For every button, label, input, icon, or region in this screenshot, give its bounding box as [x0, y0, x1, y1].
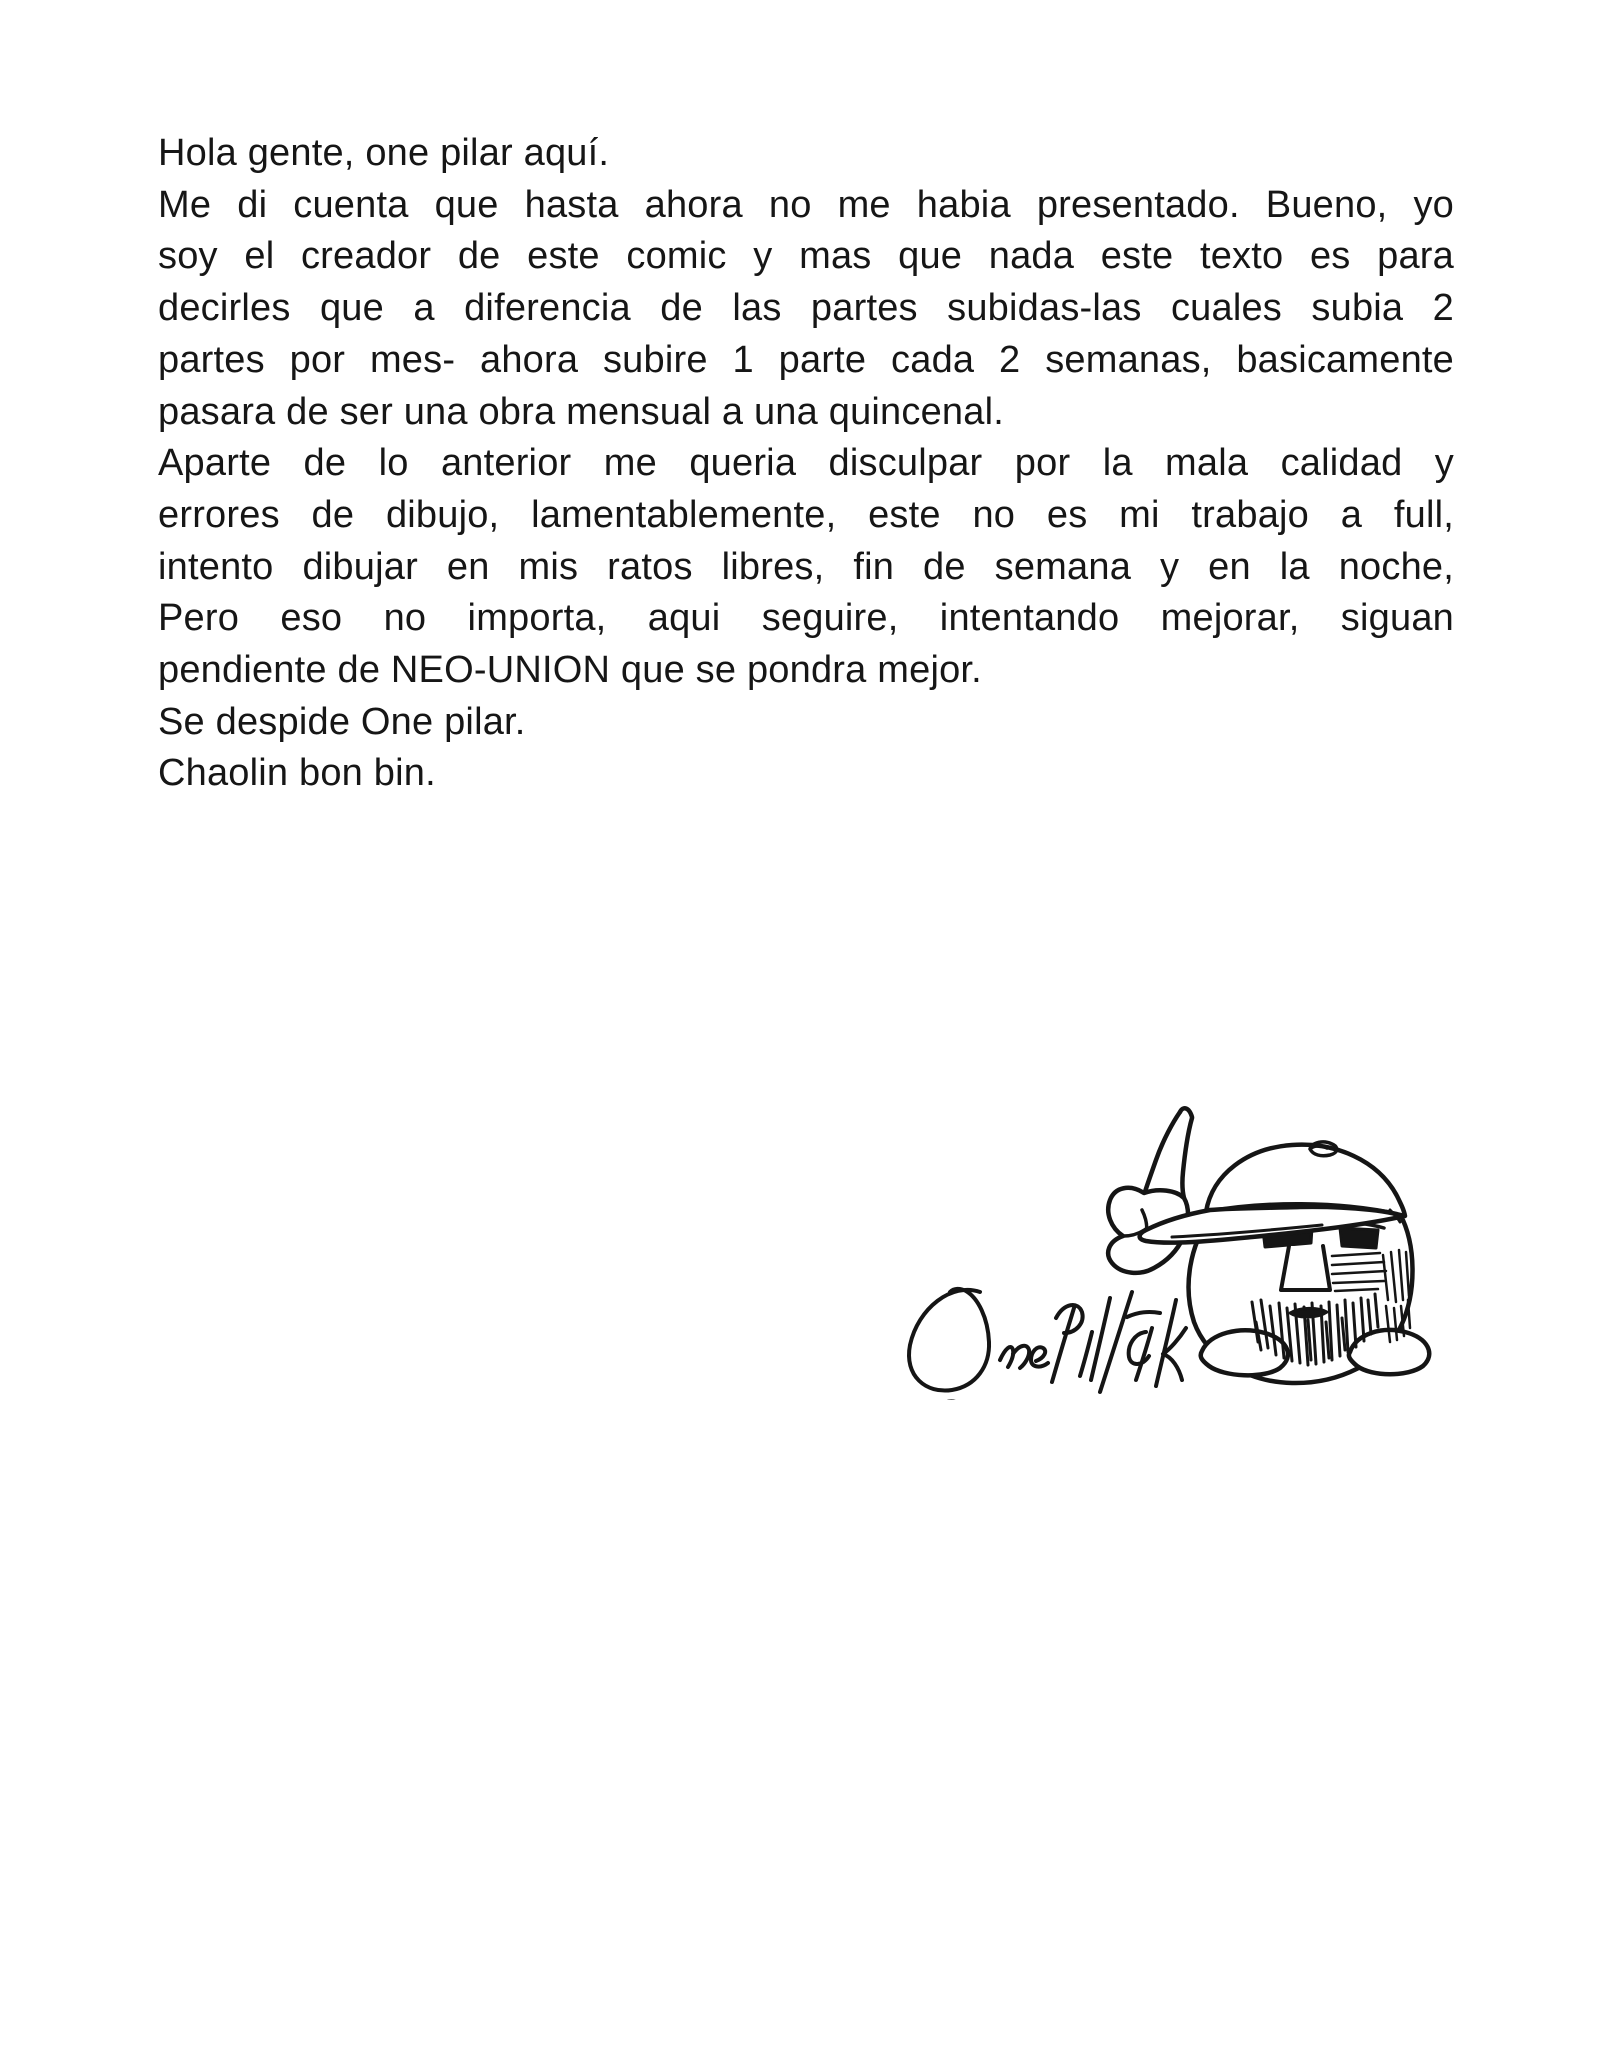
- text-line: Se despide One pilar.: [158, 700, 526, 743]
- text-line: Pero eso no importa, aqui seguire, intentando mejorar, siguan: [158, 597, 1454, 640]
- author-sketch: [880, 1060, 1460, 1400]
- text-line: decirles que a diferencia de las partes subidas-las cuales subia 2: [158, 287, 1454, 330]
- text-line: pendiente de NEO-UNION que se pondra mejor.: [158, 649, 982, 692]
- author-sketch-drawing: [880, 1060, 1460, 1400]
- author-signature: [909, 1289, 1186, 1400]
- text-line: Aparte de lo anterior me queria disculpar por la mala calidad y: [158, 442, 1454, 485]
- text-line: errores de dibujo, lamentablemente, este no es mi trabajo a full,: [158, 493, 1454, 536]
- text-line: partes por mes- ahora subire 1 parte cada 2 semanas, basicamente: [158, 338, 1454, 381]
- bearded-round-character-with-cap-pointing-up-icon: [1108, 1108, 1429, 1383]
- text-line: intento dibujar en mis ratos libres, fin de semana y en la noche,: [158, 545, 1454, 588]
- text-line: Hola gente, one pilar aquí.: [158, 132, 610, 174]
- letter-body: [158, 128, 1454, 800]
- text-line: Chaolin bon bin.: [158, 752, 436, 795]
- text-line: soy el creador de este comic y mas que nada este texto es para: [158, 235, 1454, 278]
- text-line: Me di cuenta que hasta ahora no me habia presentado. Bueno, yo: [158, 183, 1454, 226]
- text-line: pasara de ser una obra mensual a una quincenal.: [158, 390, 1004, 433]
